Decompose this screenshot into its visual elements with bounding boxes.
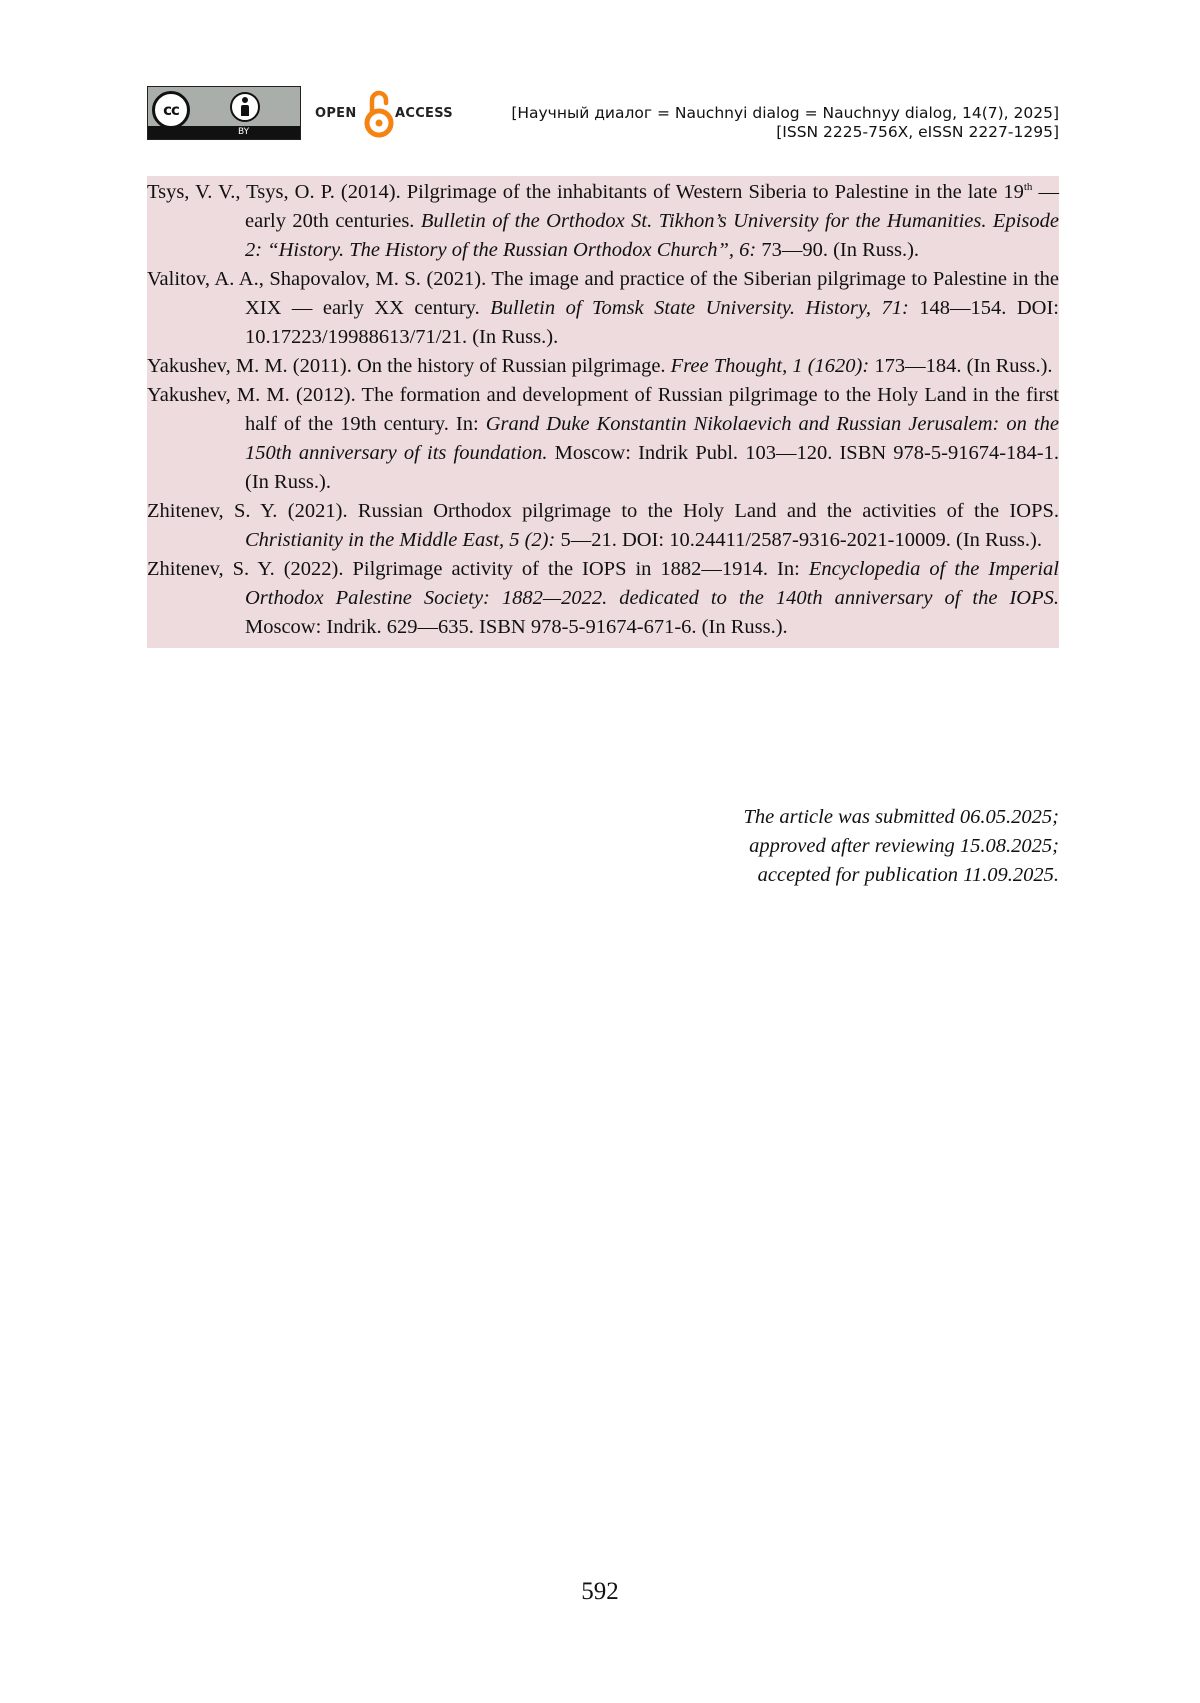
- reference-item: Yakushev, M. M. (2011). On the history of Russian pilgrimage. Free Thought, 1 (1620): 173—184. (In Russ.).: [147, 355, 1053, 377]
- cc-by-license-icon: [147, 86, 301, 140]
- journal-citation-line: [Научный диалог = Nauchnyi dialog = Nauchnyy dialog, 14(7), 2025]: [511, 104, 1059, 122]
- reference-item: Zhitenev, S. Y. (2022). Pilgrimage activity of the IOPS in 1882—1914. In: Encyclopedia of the Imperial Orthodox Palestine Society: 1882—2022. dedicated to the 140th anniversary of the IOPS. Moscow: Indrik. 629—635. ISBN 978-5-91674-671-6. (In Russ.).: [147, 558, 1059, 638]
- reference-list: [147, 176, 1059, 648]
- reference-item: Valitov, A. A., Shapovalov, M. S. (2021). The image and practice of the Siberian pilgrimage to Palestine in the XIX — early XX century. Bulletin of Tomsk State University. History, 71: 148—154. DOI: 10.17223/19988613/71/21. (In Russ.).: [147, 268, 1059, 348]
- page-header: [147, 86, 1059, 142]
- submitted-date: The article was submitted 06.05.2025;: [743, 806, 1059, 828]
- by-label: BY: [238, 127, 250, 137]
- reference-item: Tsys, V. V., Tsys, O. P. (2014). Pilgrimage of the inhabitants of Western Siberia to Palestine in the late 19th — early 20th centuries. Bulletin of the Orthodox St. Tikhon’s University for the Humanities. Episode 2: “History. The History of the Russian Orthodox Church”, 6: 73—90. (In Russ.).: [147, 181, 1059, 261]
- open-access-open-text: OPEN: [315, 106, 357, 121]
- approved-date: approved after reviewing 15.08.2025;: [749, 835, 1059, 857]
- page-number: 592: [581, 1578, 619, 1605]
- open-access-access-text: ACCESS: [395, 106, 453, 121]
- open-access-logo: [315, 86, 465, 140]
- reference-item: Yakushev, M. M. (2012). The formation and development of Russian pilgrimage to the Holy Land in the first half of the 19th century. In: Grand Duke Konstantin Nikolaevich and Russian Jerusalem: on the 150th anniversary of its foundation. Moscow: Indrik Publ. 103—120. ISBN 978-5-91674-184-1. (In Russ.).: [147, 384, 1059, 493]
- journal-issn-line: [ISSN 2225-756X, eISSN 2227-1295]: [776, 123, 1059, 141]
- accepted-date: accepted for publication 11.09.2025.: [757, 864, 1059, 886]
- article-dates: [744, 803, 1059, 890]
- cc-icon: cc: [152, 91, 190, 129]
- attribution-person-icon: [230, 92, 260, 122]
- reference-item: Zhitenev, S. Y. (2021). Russian Orthodox pilgrimage to the Holy Land and the activities of the IOPS. Christianity in the Middle East, 5 (2): 5—21. DOI: 10.24411/2587-9316-2021-10009. (In Russ.).: [147, 500, 1059, 551]
- journal-citation: [511, 104, 1059, 142]
- open-access-lock-icon: [364, 86, 394, 140]
